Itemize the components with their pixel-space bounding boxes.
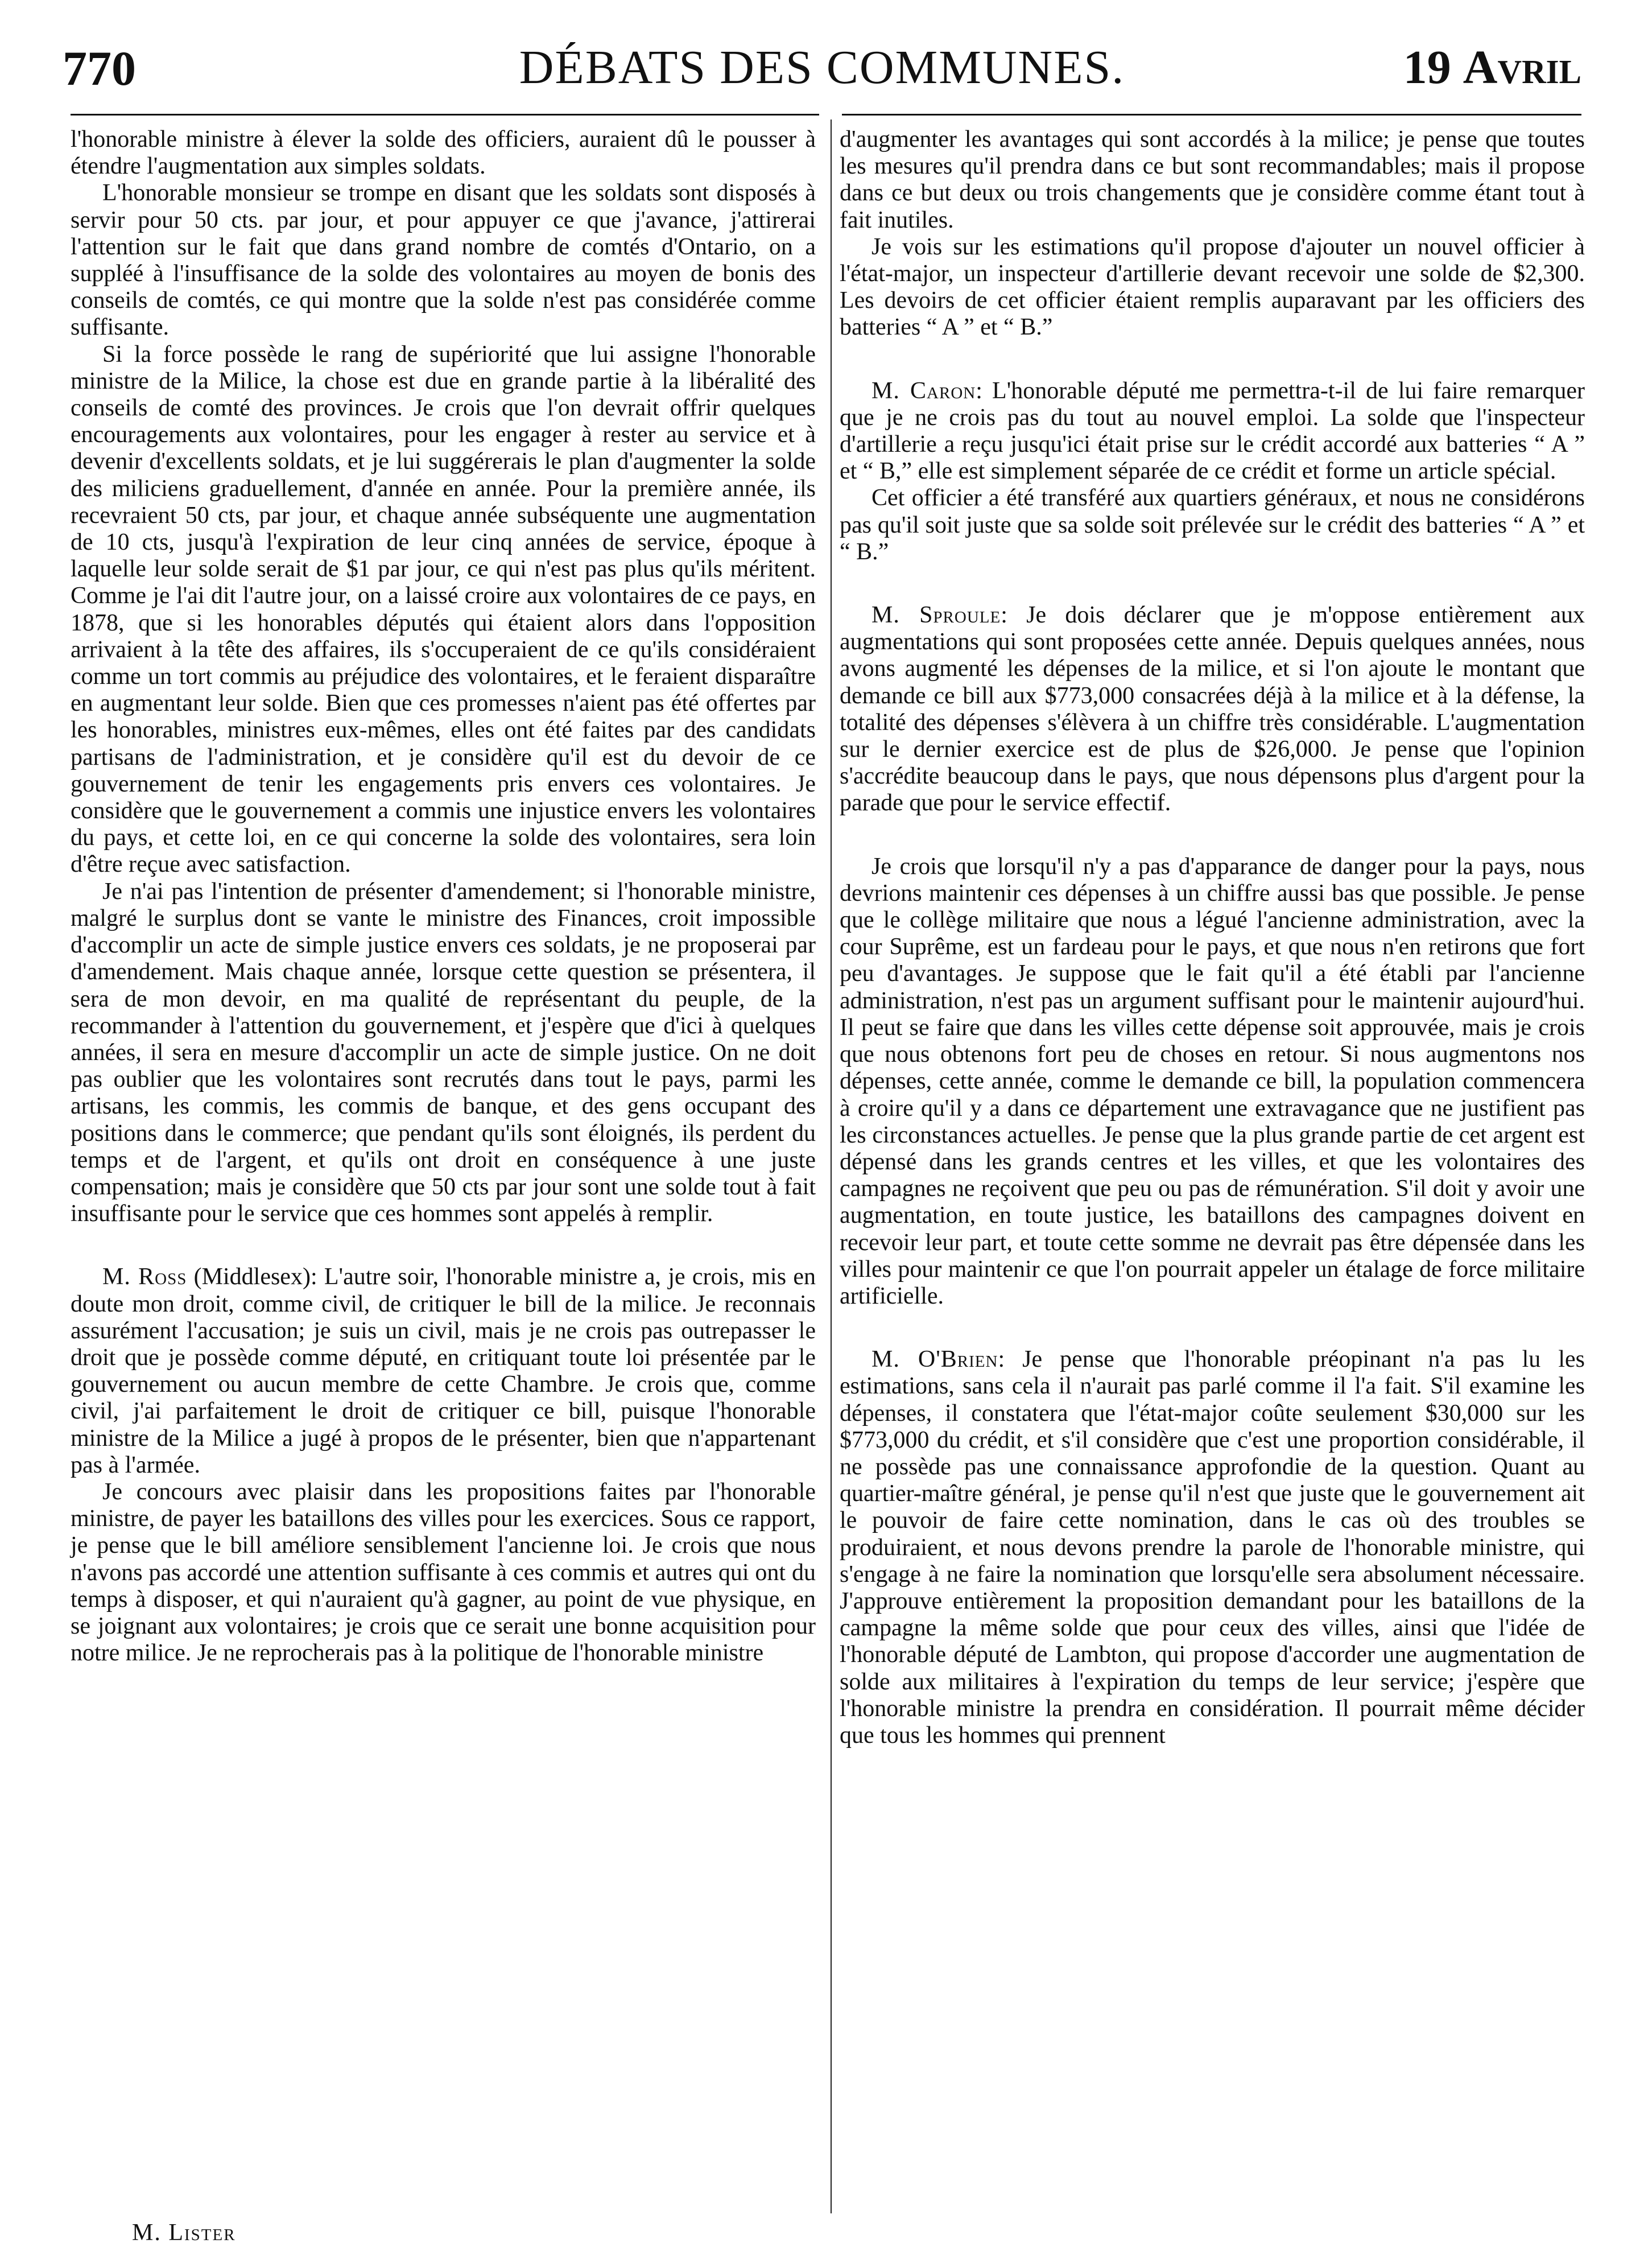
paragraph: Je concours avec plaisir dans les propositions faites par l'honorable ministre, de payer les bataillons des villes pour les exercices. Sous ce rapport, je pense que le bill améliore sensiblement l'ancienne loi. Je crois que nous n'avons pas accordé une attention suffisante à ces commis et autres qui ont du temps à disposer, et qui n'auraient qu'à gagner, au point de vue physique, en se joignant aux volontaires; je crois que ce serait une bonne acquisition pour notre milice. Je ne reprocherais pas à la politique de l'honorable ministre [71,1478,816,1667]
page-title: DÉBATS DES COMMUNES. [519,41,1125,94]
paragraph: Si la force possède le rang de supériorité que lui assigne l'honorable ministre de la Milice, la chose est due en grande partie à la libéralité des conseils de comté des provinces. Je crois que l'on devrait offrir quelques encouragements aux volontaires, pour les engager à rester au service et à devenir d'excellents soldats, et je lui suggérerais le plan d'augmenter la solde des miliciens graduellement, d'année en année. Pour la première année, ils recevraient 50 cts, par jour, et chaque année subséquente une augmentation de 10 cts, jusqu'à l'expiration de leur cinq années de service, époque à laquelle leur solde serait de $1 par jour, ce qui n'est pas plus qu'ils méritent. Comme je l'ai dit l'autre jour, on a laissé croire aux volontaires de ce pays, en 1878, que si les honorables députés qui étaient alors dans l'opposition arrivaient à la tête des affaires, ils s'occuperaient de ce qu'ils considéraient comme un tort commis au préjudice des volontaires, et le feraient disparaître en augmentant leur solde. Bien que ces promesses n'aient pas été offertes par les honorables, ministres eux-mêmes, elles ont été faites par des candidats partisans de l'administration, et je considère qu'il est du devoir de ce gouvernement de tenir les engagements pris envers ces volontaires. Je considère que le gouvernement a commis une injustice envers les volontaires du pays, et cette loi, en ce qui concerne la solde des volontaires, sera loin d'être reçue avec satisfaction. [71,341,816,878]
speaker-name: M. O'Brien [871,1346,998,1373]
paragraph: Je crois que lorsqu'il n'y a pas d'apparance de danger pour la pays, nous devrions maintenir ces dépenses à un chiffre aussi bas que possible. Je pense que le collège militaire que nous a légué l'ancienne administration, avec la cour Suprême, est un fardeau pour le pays, et que nous n'en retirons que fort peu d'avantages. Je suppose que le fait qu'il a été établi par l'ancienne administration, n'est pas un argument suffisant pour le maintenir aujourd'hui. Il peut se faire que dans les villes cette dépense soit approuvée, mais je crois que nous obtenons fort peu de choses en retour. Si nous augmentons nos dépenses, cette année, comme le demande ce bill, la population commencera à croire qu'il y a dans ce département une extravagance que ne justifient pas les circonstances actuelles. Je pense que la plus grande partie de cet argent est dépensé dans les grands centres et les villes, et que les volontaires des campagnes ne reçoivent que peu ou pas de rémunération. S'il doit y avoir une augmentation, en toute justice, les bataillons des campagnes doivent en recevoir leur part, et toute cette somme ne devrait pas être dépensée dans les villes pour maintenir ce que l'on pourrait appeler un étalage de force militaire artificielle. [840,853,1585,1309]
header-rule-left [71,114,819,116]
column-divider [831,119,832,2213]
header-date [1403,40,1581,95]
speech-text: : Je dois déclarer que je m'oppose entièrement aux augmentations qui sont proposées cette année. Depuis quelques années, nous avons augmenté les dépenses de la milice, et si l'on ajoute le montant que demande ce bill aux $773,000 consacrées déjà à la milice et à la défense, la totalité des dépenses s'élèvera à un chiffre très considérable. L'augmentation sur le dernier exercice est de plus de $26,000. Je pense que l'opinion s'accrédite beaucoup dans le pays, que nous dépensons plus d'argent pour la parade que pour le service effectif. [840,602,1585,817]
header-date-month: Avril [1463,41,1581,94]
paragraph: Je vois sur les estimations qu'il propose d'ajouter un nouvel officier à l'état-major, un inspecteur d'artillerie devant recevoir une solde de $2,300. Les devoirs de cet officier étaient remplis auparavant par les officiers des batteries “ A ” et “ B.” [840,233,1585,341]
header-rule-right [842,114,1581,116]
paragraph: Je n'ai pas l'intention de présenter d'amendement; si l'honorable ministre, malgré le surplus dont se vante le ministre des Finances, croit impossible d'accomplir un acte de simple justice envers ces soldats, je ne proposerai par d'amendement. Mais chaque année, lorsque cette question se présentera, il sera de mon devoir, en ma qualité de représentant du peuple, de la recommander à l'attention du gouvernement, et j'espère que d'ici à quelques années, il sera en mesure d'accomplir un acte de simple justice. On ne doit pas oublier que les volontaires sont recrutés dans tout le pays, parmi les artisans, les commis, les commis de banque, et des gens occupant des positions dans le commerce; que pendant qu'ils sont éloignés, ils perdent du temps et de l'argent, et qu'ils ont droit en conséquence à une juste compensation; mais je considère que 50 cts par jour sont une solde tout à fait insuffisante pour le service que ces hommes sont appelés à remplir. [71,878,816,1227]
header-date-day: 19 [1403,41,1451,94]
page-number: 770 [63,41,136,96]
speech-paragraph [71,1264,816,1479]
speaker-name: M. Ross [102,1264,187,1290]
paragraph: l'honorable ministre à élever la solde des officiers, auraient dû le pousser à étendre l'augmentation aux simples soldats. [71,126,816,180]
paragraph: Cet officier a été transféré aux quartiers généraux, et nous ne considérons pas qu'il soit juste que sa solde soit prélevée sur le crédit des batteries “ A ” et “ B.” [840,485,1585,565]
speech-paragraph [840,602,1585,817]
speech-text: : L'honorable député me permettra-t-il de lui faire remarquer que je ne crois pas du tout au nouvel emploi. La solde que l'inspecteur d'artillerie a reçu jusqu'ici était prise sur le crédit accordé aux batteries “ A ” et “ B,” elle est simplement séparée de ce crédit et forme un article spécial. [840,377,1585,485]
speech-paragraph [840,1346,1585,1749]
speaker-name: M. Sproule [871,602,1001,629]
speech-text: : Je pense que l'honorable préopinant n'a pas lu les estimations, sans cela il n'aurait pas parlé comme il l'a fait. S'il examine les dépenses, il constatera que l'état-major coûte seulement $30,000 sur les $773,000 du crédit, et s'il considère que c'est une proportion considérable, il ne possède pas une connaissance approfondie de la question. Quant au quartier-maître général, je pense qu'il n'est que juste que le gouvernement ait le pouvoir de faire cette nomination, dans le cas où des troubles se produiraient, et nous devons prendre la parole de l'honorable ministre, qui s'engage à ne faire la nomination que lorsqu'elle sera absolument nécessaire. J'approuve entièrement la proposition demandant pour les bataillons de la campagne la même solde que pour ceux des villes, ainsi que l'idée de l'honorable député de Lambton, qui propose d'accorder une augmentation de solde aux militaires à l'expiration du temps de leur service; j'espère que l'honorable ministre la prendra en considération. Il pourrait même décider que tous les hommes qui prennent [840,1346,1585,1749]
paragraph: L'honorable monsieur se trompe en disant que les soldats sont disposés à servir pour 50 cts. par jour, et pour appuyer ce que j'avance, j'attirerai l'attention sur le fait que dans grand nombre de comtés d'Ontario, on a suppléé à l'insuffisance de la solde des volontaires au moyen de bonis des conseils de comtés, ce qui montre que la solde n'est pas considérée comme suffisante. [71,180,816,341]
paragraph: d'augmenter les avantages qui sont accordés à la milice; je pense que toutes les mesures qu'il prendra dans ce but sont recommandables; mais il propose dans ce but deux ou trois changements que je considère comme étant tout à fait inutiles. [840,126,1585,233]
speech-paragraph [840,378,1585,485]
right-column [840,126,1585,1749]
speaker-name: M. Caron [871,377,976,404]
catchword: M. Lister [132,2220,236,2246]
speech-text: (Middlesex): L'autre soir, l'honorable ministre a, je crois, mis en doute mon droit, comme civil, de critiquer le bill de la milice. Je reconnais assurément l'accusation; je suis un civil, mais je ne crois pas outrepasser le droit que je possède comme député, en critiquant toute loi présentée par le gouvernement ou aucun membre de cette Chambre. Je crois que, comme civil, j'ai parfaitement le droit de critiquer ce bill, puisque l'honorable ministre de la Milice a jugé à propos de le présenter, bien que n'appartenant pas à l'armée. [71,1264,816,1478]
left-column [71,126,816,1667]
page-header [63,40,1581,102]
